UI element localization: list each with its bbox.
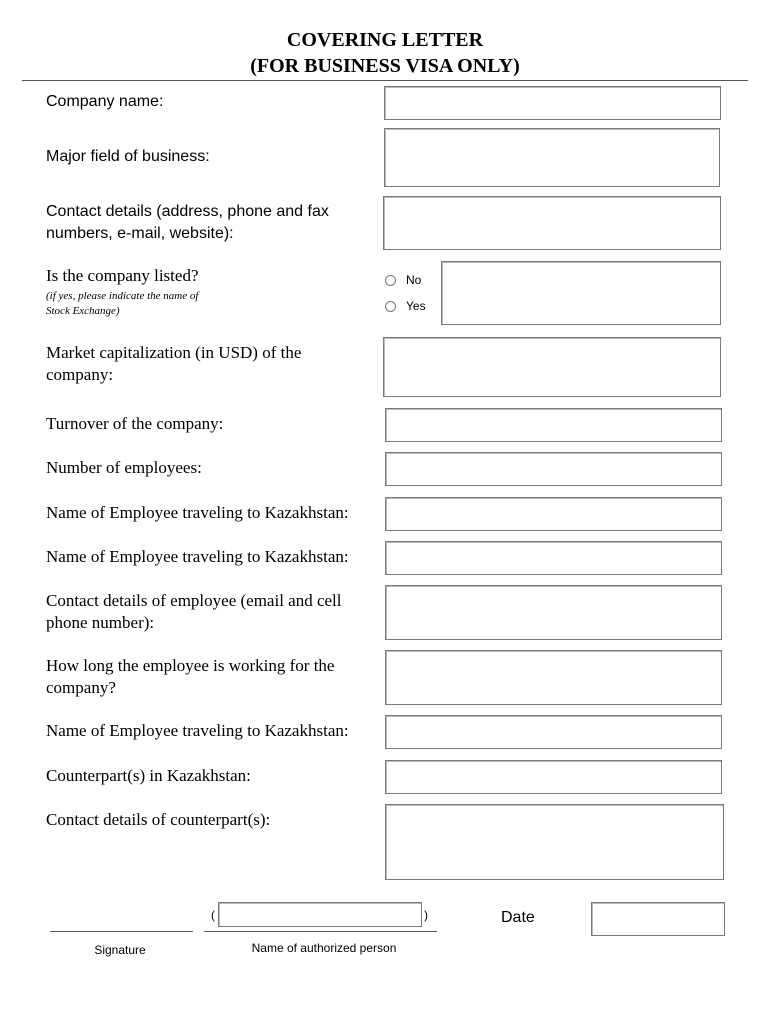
employees-field[interactable] — [385, 452, 722, 486]
stock-exchange-field[interactable] — [441, 261, 721, 325]
counterpart-contacts-label: Contact details of counterpart(s): — [46, 810, 271, 829]
listed-note-line2: Stock Exchange) — [46, 305, 120, 317]
listed-option-yes[interactable] — [385, 299, 426, 313]
employee-contact-field[interactable] — [385, 585, 722, 640]
company-name-label: Company name: — [46, 93, 164, 110]
counterparts-field[interactable] — [385, 760, 722, 794]
authorized-person-line — [204, 931, 437, 932]
listed-option-yes-label: Yes — [406, 299, 426, 313]
traveler-3-label: Name of Employee traveling to Kazakhstan: — [46, 721, 349, 740]
traveler-2-label: Name of Employee traveling to Kazakhstan: — [46, 547, 349, 566]
counterpart-contacts-field[interactable] — [385, 804, 724, 880]
contact-details-label-line1: Contact details (address, phone and fax — [46, 203, 329, 220]
employee-tenure-field[interactable] — [385, 650, 722, 705]
listed-note-line1: (if yes, please indicate the name of — [46, 290, 199, 302]
contact-details-label-line2: numbers, e-mail, website): — [46, 225, 234, 242]
employee-tenure-label-line2: company? — [46, 678, 116, 697]
radio-yes-icon[interactable] — [385, 301, 396, 312]
listed-option-no-label: No — [406, 273, 422, 287]
turnover-label: Turnover of the company: — [46, 414, 224, 433]
contact-details-field[interactable] — [383, 196, 721, 250]
turnover-field[interactable] — [385, 408, 722, 442]
traveler-3-field[interactable] — [385, 715, 722, 749]
employee-contact-label-line1: Contact details of employee (email and cell — [46, 591, 342, 610]
header-divider — [22, 80, 748, 81]
market-cap-label-line1: Market capitalization (in USD) of the — [46, 343, 302, 362]
company-name-field[interactable] — [384, 86, 721, 120]
major-field-field[interactable] — [384, 128, 720, 187]
traveler-2-field[interactable] — [385, 541, 722, 575]
employee-tenure-label-line1: How long the employee is working for the — [46, 656, 335, 675]
close-paren: ) — [424, 908, 428, 922]
authorized-person-label: Name of authorized person — [251, 941, 397, 955]
market-cap-field[interactable] — [383, 337, 721, 397]
date-label: Date — [501, 909, 535, 926]
market-cap-label-line2: company: — [46, 365, 114, 384]
counterparts-label: Counterpart(s) in Kazakhstan: — [46, 766, 251, 785]
form-title: COVERING LETTER — [286, 29, 484, 51]
signature-label: Signature — [94, 943, 146, 957]
listed-label: Is the company listed? — [46, 266, 199, 285]
employee-contact-label-line2: phone number): — [46, 613, 155, 632]
employees-label: Number of employees: — [46, 458, 202, 477]
major-field-label: Major field of business: — [46, 148, 210, 165]
traveler-1-label: Name of Employee traveling to Kazakhstan: — [46, 503, 349, 522]
listed-option-no[interactable] — [385, 273, 421, 287]
form-subtitle: (FOR BUSINESS VISA ONLY) — [250, 55, 520, 77]
open-paren: ( — [211, 908, 215, 922]
signature-line — [50, 931, 193, 932]
authorized-person-field[interactable] — [218, 902, 422, 927]
traveler-1-field[interactable] — [385, 497, 722, 531]
radio-no-icon[interactable] — [385, 275, 396, 286]
date-field[interactable] — [591, 902, 725, 936]
